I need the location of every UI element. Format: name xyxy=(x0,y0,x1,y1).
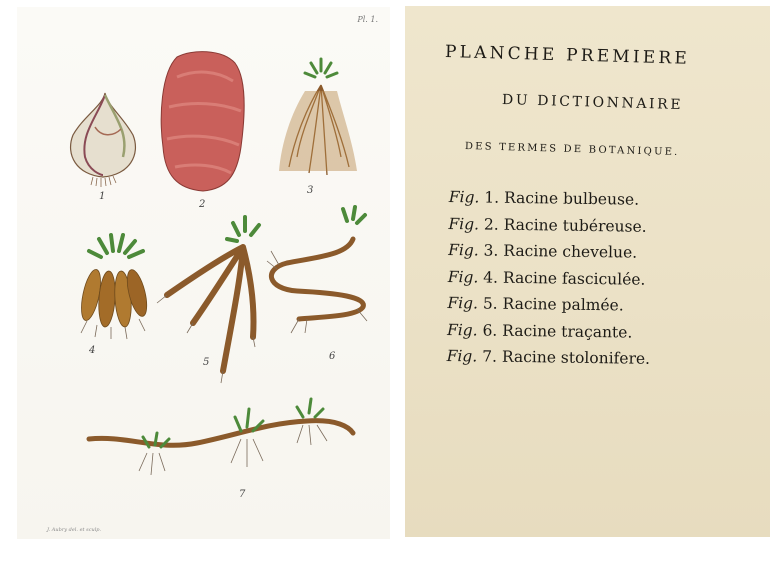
caption-entry: Fig. 2. Racine tubéreuse. xyxy=(448,214,647,236)
caption-page xyxy=(405,6,770,537)
figure-number-6: 6 xyxy=(329,351,336,362)
figure-number-1: 1 xyxy=(99,191,106,202)
figure-number-2: 2 xyxy=(199,199,206,210)
creeping-root-figure xyxy=(267,207,367,333)
figure-number-4: 4 xyxy=(89,345,96,356)
caption-entry: Fig. 5. Racine palmée. xyxy=(447,293,624,315)
stoloniferous-root-figure xyxy=(89,399,353,475)
fibrous-root-figure xyxy=(279,59,357,175)
bulb-root-figure xyxy=(71,93,136,187)
caption-entry: Fig. 4. Racine fasciculée. xyxy=(447,267,646,289)
engraver-credit: J. Aubry del. et sculp. xyxy=(47,527,102,533)
plate-illustrations xyxy=(17,7,390,539)
caption-entry: Fig. 6. Racine traçante. xyxy=(446,320,633,342)
caption-entry: Fig. 7. Racine stolonifere. xyxy=(446,346,651,368)
figure-caption-list xyxy=(446,188,759,378)
tuber-root-figure xyxy=(161,52,244,191)
fascicled-root-figure xyxy=(78,235,151,339)
figure-number-3: 3 xyxy=(307,185,314,196)
figure-number-5: 5 xyxy=(203,357,210,368)
heading-dictionary: DU DICTIONNAIRE xyxy=(501,92,684,114)
plate-number: Pl. 1. xyxy=(357,15,378,24)
botanical-plate xyxy=(17,7,390,539)
heading-terms: DES TERMES DE BOTANIQUE. xyxy=(464,141,680,158)
caption-entry: Fig. 1. Racine bulbeuse. xyxy=(448,188,640,209)
figure-number-7: 7 xyxy=(239,489,246,500)
caption-entry: Fig. 3. Racine chevelue. xyxy=(448,240,638,262)
heading-plate-title: PLANCHE PREMIERE xyxy=(444,42,691,69)
